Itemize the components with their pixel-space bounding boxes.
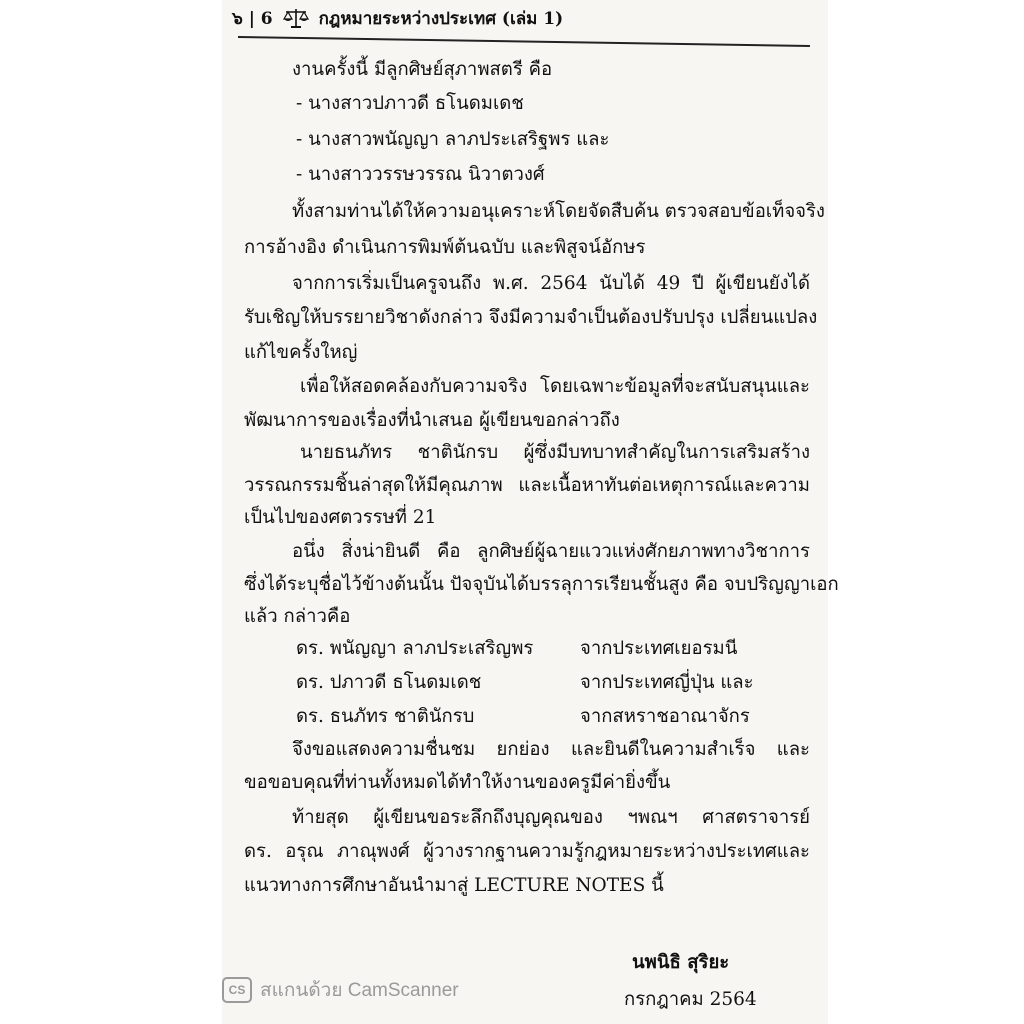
paragraph-line: เพื่อให้สอดคล้องกับความจริง โดยเฉพาะข้อมูลที่จะสนับสนุนและ	[300, 376, 810, 397]
camscanner-watermark	[222, 975, 459, 1005]
doctorate-country: จากประเทศเยอรมนี	[580, 638, 738, 659]
signature-date: กรกฎาคม 2564	[624, 989, 757, 1010]
paragraph-line: ขอขอบคุณที่ท่านทั้งหมดได้ทำให้งานของครูมีค่ายิ่งขึ้น	[244, 772, 671, 793]
doctorate-country: จากสหราชอาณาจักร	[580, 706, 750, 727]
paragraph-line: การอ้างอิง ดำเนินการพิมพ์ต้นฉบับ และพิสูจน์อักษร	[244, 237, 646, 258]
paragraph-line: นายธนภัทร ชาตินักรบ ผู้ซึ่งมีบทบาทสำคัญในการเสริมสร้าง	[300, 442, 810, 463]
paragraph-line: วรรณกรรมชิ้นล่าสุดให้มีคุณภาพ และเนื้อหาทันต่อเหตุการณ์และความ	[244, 475, 810, 496]
paragraph-line: ท้ายสุด ผู้เขียนขอระลึกถึงบุญคุณของ ฯพณฯ ศาสตราจารย์	[292, 807, 810, 828]
paragraph-line: รับเชิญให้บรรยายวิชาดังกล่าว จึงมีความจำเป็นต้องปรับปรุง เปลี่ยนแปลง	[244, 307, 818, 328]
paragraph-line: งานครั้งนี้ มีลูกศิษย์สุภาพสตรี คือ	[292, 59, 553, 80]
running-title: กฎหมายระหว่างประเทศ (เล่ม 1)	[318, 8, 564, 29]
doctorate-name: ดร. ปภาวดี ธโนดมเดช	[296, 672, 482, 693]
watermark-text: สแกนด้วย CamScanner	[260, 980, 459, 1001]
paragraph-line: แก้ไขครั้งใหญ่	[244, 342, 358, 363]
paragraph-line: แล้ว กล่าวคือ	[244, 606, 351, 627]
list-item: - นางสาวปภาวดี ธโนดมเดช	[296, 93, 524, 114]
list-item: - นางสาวพนัญญา ลาภประเสริฐพร และ	[296, 129, 610, 150]
doctorate-country: จากประเทศญี่ปุ่น และ	[580, 672, 754, 693]
author-signature: นพนิธิ สุริยะ	[632, 952, 730, 973]
paragraph-line: ทั้งสามท่านได้ให้ความอนุเคราะห์โดยจัดสืบค้น ตรวจสอบข้อเท็จจริง	[292, 201, 825, 222]
paragraph-line: จากการเริ่มเป็นครูจนถึง พ.ศ. 2564 นับได้ 49 ปี ผู้เขียนยังได้	[292, 273, 810, 294]
paragraph-line: อนึ่ง สิ่งน่ายินดี คือ ลูกศิษย์ผู้ฉายแววแห่งศักยภาพทางวิชาการ	[292, 541, 810, 562]
doctorate-name: ดร. ธนภัทร ชาตินักรบ	[296, 706, 475, 727]
paragraph-line: แนวทางการศึกษาอันนำมาสู่ LECTURE NOTES นี้	[244, 875, 664, 896]
page-number: ๖ | 6	[232, 8, 273, 29]
paragraph-line: ดร. อรุณ ภาณุพงศ์ ผู้วางรากฐานความรู้กฎหมายระหว่างประเทศและ	[244, 841, 810, 862]
camscanner-logo-icon: CS	[222, 977, 252, 1003]
paragraph-line: ซึ่งได้ระบุชื่อไว้ข้างต้นนั้น ปัจจุบันได้บรรลุการเรียนชั้นสูง คือ จบปริญญาเอก	[244, 574, 839, 595]
doctorate-name: ดร. พนัญญา ลาภประเสริญพร	[296, 638, 534, 659]
paragraph-line: พัฒนาการของเรื่องที่นำเสนอ ผู้เขียนขอกล่าวถึง	[244, 410, 620, 431]
list-item: - นางสาววรรษวรรณ นิวาตวงศ์	[296, 164, 545, 185]
paragraph-line: จึงขอแสดงความชื่นชม ยกย่อง และยินดีในความสำเร็จ และ	[292, 739, 810, 760]
paragraph-line: เป็นไปของศตวรรษที่ 21	[244, 507, 437, 528]
